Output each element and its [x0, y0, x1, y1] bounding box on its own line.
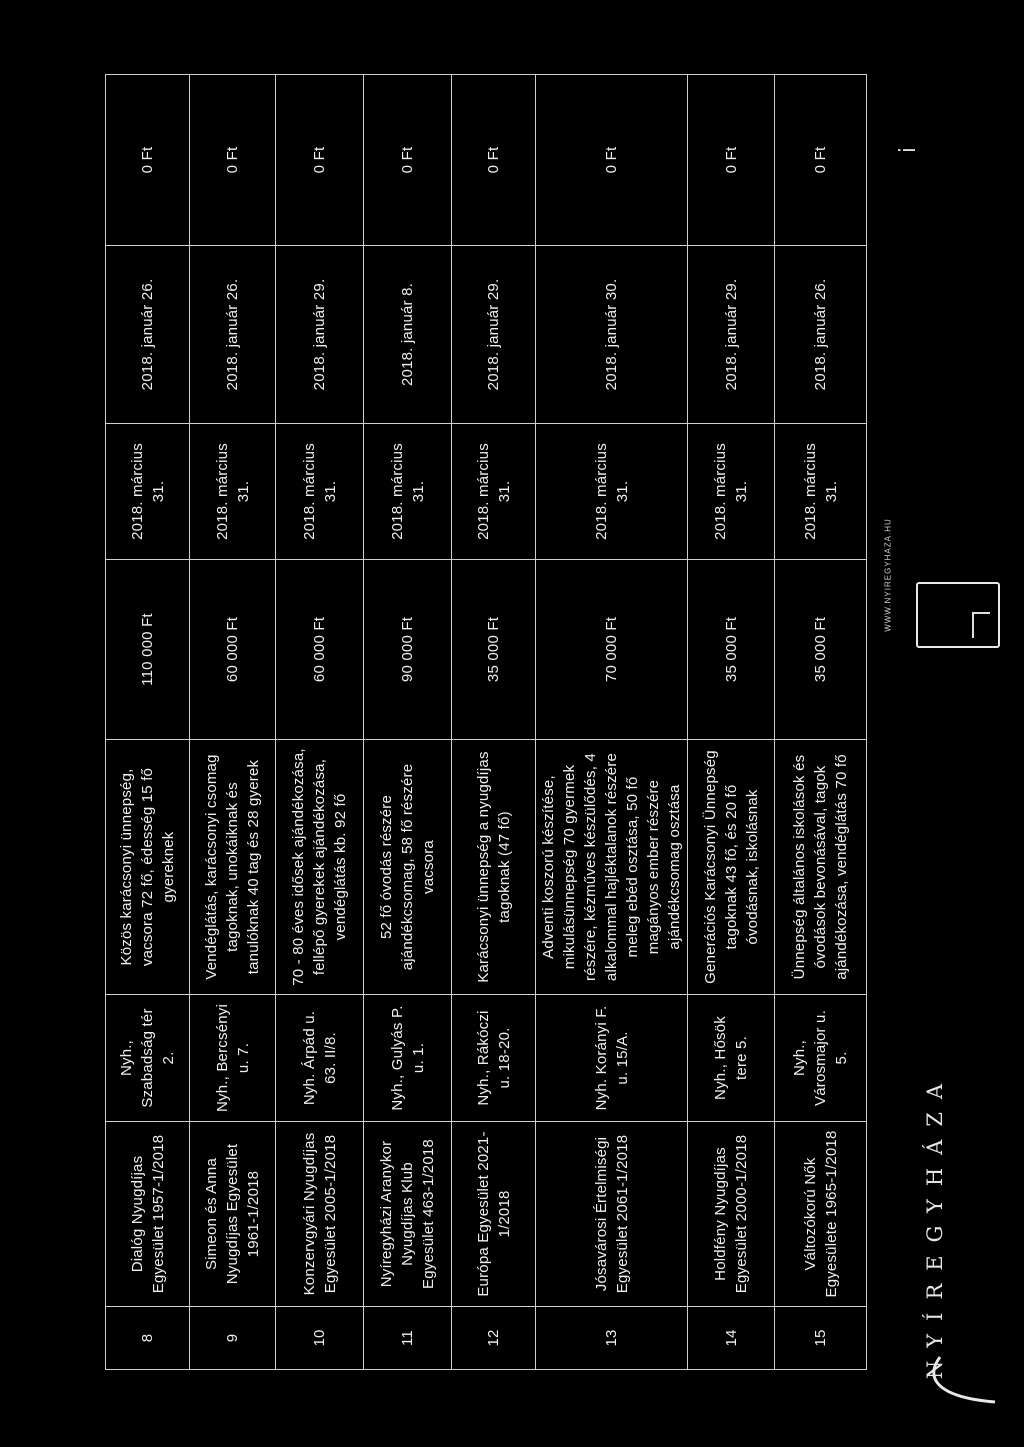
deadline-cell: 2018. március 31. — [536, 424, 688, 560]
amount-cell: 35 000 Ft — [775, 560, 867, 740]
organization-cell: Nyíregyházi Aranykor Nyugdíjas Klub Egyesület 463-1/2018 — [364, 1122, 452, 1307]
grants-table — [105, 74, 867, 1370]
refund-cell: 0 Ft — [106, 75, 190, 246]
refund-cell: 0 Ft — [688, 75, 775, 246]
table-row — [452, 75, 536, 1370]
website-wrapper — [858, 500, 918, 650]
deadline-cell: 2018. március 31. — [364, 424, 452, 560]
table-row — [688, 75, 775, 1370]
settlement-date-cell: 2018. január 26. — [106, 246, 190, 424]
program-cell: 52 fő óvodás részére ajándékcsomag, 58 fő részére vacsora — [364, 740, 452, 995]
organization-cell: Simeon és Anna Nyugdíjas Egyesület 1961-1/2018 — [190, 1122, 276, 1307]
settlement-date-cell: 2018. január 29. — [688, 246, 775, 424]
amount-cell: 35 000 Ft — [452, 560, 536, 740]
refund-cell: 0 Ft — [190, 75, 276, 246]
row-number: 15 — [775, 1307, 867, 1370]
refund-cell: 0 Ft — [364, 75, 452, 246]
program-cell: Generációs Karácsonyi Ünnepség tagoknak 43 fő, és 20 fő óvodásnak, iskolásnak — [688, 740, 775, 995]
deadline-cell: 2018. március 31. — [276, 424, 364, 560]
table-row — [190, 75, 276, 1370]
program-cell: Közös karácsonyi ünnepség, vacsora 72 fő, édesség 15 fő gyereknek — [106, 740, 190, 995]
website-text: WWW.NYIREGYHAZA.HU — [883, 518, 893, 632]
city-logo-icon — [916, 582, 1000, 648]
refund-cell: 0 Ft — [452, 75, 536, 246]
amount-cell: 70 000 Ft — [536, 560, 688, 740]
amount-cell: 110 000 Ft — [106, 560, 190, 740]
settlement-date-cell: 2018. január 26. — [775, 246, 867, 424]
deadline-cell: 2018. március 31. — [688, 424, 775, 560]
row-number: 10 — [276, 1307, 364, 1370]
row-number: 11 — [364, 1307, 452, 1370]
brand-text: NYÍREGYHÁZA — [923, 1070, 947, 1380]
amount-cell: 60 000 Ft — [276, 560, 364, 740]
amount-cell: 35 000 Ft — [688, 560, 775, 740]
deadline-cell: 2018. március 31. — [775, 424, 867, 560]
organization-cell: Holdfény Nyugdíjas Egyesület 2000-1/2018 — [688, 1122, 775, 1307]
program-cell: 70 - 80 éves idősek ajándékozása, fellépő gyerekek ajándékozása, vendéglátás kb. 92 fő — [276, 740, 364, 995]
settlement-date-cell: 2018. január 29. — [276, 246, 364, 424]
table-row — [536, 75, 688, 1370]
amount-cell: 90 000 Ft — [364, 560, 452, 740]
table-row — [276, 75, 364, 1370]
row-number: 8 — [106, 1307, 190, 1370]
program-cell: Karácsonyi ünnepség a nyugdíjas tagoknak (47 fő) — [452, 740, 536, 995]
refund-cell: 0 Ft — [775, 75, 867, 246]
table-body — [106, 75, 867, 1370]
table-row — [775, 75, 867, 1370]
settlement-date-cell: 2018. január 8. — [364, 246, 452, 424]
table-row — [364, 75, 452, 1370]
program-cell: Vendéglátás, karácsonyi csomag tagoknak, unokáiknak és tanulóknak 40 tag és 28 gyerek — [190, 740, 276, 995]
settlement-date-cell: 2018. január 29. — [452, 246, 536, 424]
settlement-date-cell: 2018. január 30. — [536, 246, 688, 424]
organization-cell: Konzervgyári Nyugdíjas Egyesület 2005-1/2018 — [276, 1122, 364, 1307]
address-cell: Nyh., Városmajor u. 5. — [775, 995, 867, 1122]
deadline-cell: 2018. március 31. — [106, 424, 190, 560]
brand-title — [905, 1070, 965, 1380]
address-cell: Nyh., Bercsényi u. 7. — [190, 995, 276, 1122]
row-number: 14 — [688, 1307, 775, 1370]
table-row — [106, 75, 190, 1370]
program-cell: Adventi koszorú készítése, mikulásünnepség 70 gyermek részére, kézműves készülődés, 4 alkalommal hajléktalanok részére meleg ebéd osztása, 50 fő magányos ember részére ajándékcsomag osztása — [536, 740, 688, 995]
address-cell: Nyh., Gulyás P. u. 1. — [364, 995, 452, 1122]
address-cell: Nyh. Korányi F. u. 15/A. — [536, 995, 688, 1122]
address-cell: Nyh. Árpád u. 63. II/8. — [276, 995, 364, 1122]
address-cell: Nyh., Rákóczi u. 18-20. — [452, 995, 536, 1122]
rotated-table-wrapper — [105, 75, 848, 1370]
settlement-date-cell: 2018. január 26. — [190, 246, 276, 424]
row-number: 9 — [190, 1307, 276, 1370]
deadline-cell: 2018. március 31. — [452, 424, 536, 560]
organization-cell: Jósavárosi Értelmiségi Egyesület 2061-1/2018 — [536, 1122, 688, 1307]
program-cell: Ünnepség általános iskolások és óvodások bevonásával, tagok ajándékozása, vendéglátás 70 fő — [775, 740, 867, 995]
refund-cell: 0 Ft — [276, 75, 364, 246]
address-cell: Nyh., Szabadság tér 2. — [106, 995, 190, 1122]
organization-cell: Dialóg Nyugdíjas Egyesület 1957-1/2018 — [106, 1122, 190, 1307]
row-number: 13 — [536, 1307, 688, 1370]
organization-cell: Európa Egyesület 2021-1/2018 — [452, 1122, 536, 1307]
refund-cell: 0 Ft — [536, 75, 688, 246]
tick-mark: ⅰ — [895, 146, 921, 154]
swoosh-icon — [920, 1352, 1020, 1412]
address-cell: Nyh., Hősök tere 5. — [688, 995, 775, 1122]
organization-cell: Változókorú Nők Egyesülete 1965-1/2018 — [775, 1122, 867, 1307]
row-number: 12 — [452, 1307, 536, 1370]
amount-cell: 60 000 Ft — [190, 560, 276, 740]
deadline-cell: 2018. március 31. — [190, 424, 276, 560]
